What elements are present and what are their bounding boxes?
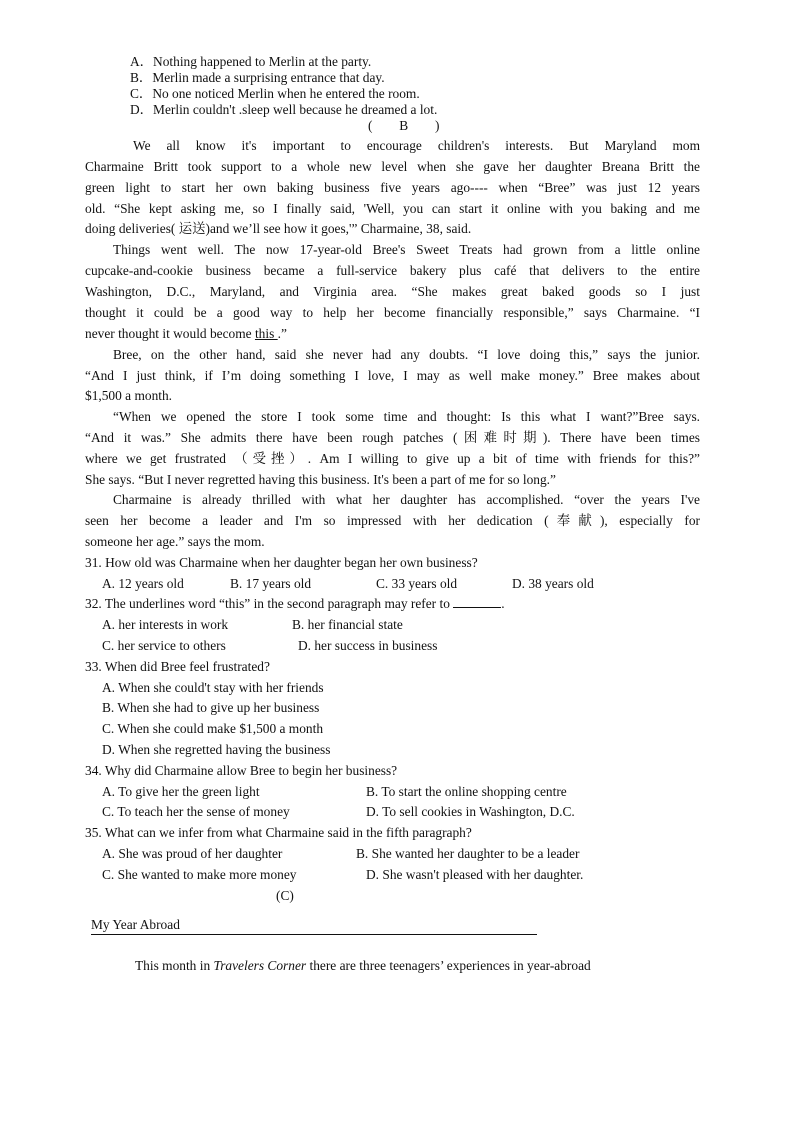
answer-blank bbox=[453, 595, 501, 608]
intro-after: there are three teenagers’ experiences in year-abroad bbox=[306, 958, 591, 973]
option-33c: C. When she could make $1,500 a month bbox=[102, 721, 324, 736]
question-32-text: 32. The underlines word “this” in the second paragraph may refer to bbox=[85, 596, 450, 611]
section-c-heading: (C) bbox=[276, 888, 294, 903]
option-32c: C. her service to others bbox=[102, 638, 226, 653]
passage-line: $1,500 a month. bbox=[85, 388, 173, 403]
option-33d: D. When she regretted having the business bbox=[102, 742, 331, 757]
passage-line: We all know it's important to encourage children's interests. But Maryland mom bbox=[133, 138, 700, 153]
intro-magazine-name: Travelers Corner bbox=[213, 958, 307, 973]
passage-line: Charmaine is already thrilled with what her daughter has accomplished. “over the years I've bbox=[113, 492, 700, 507]
question-32-stem: 32. The underlines word “this” in the second paragraph may refer to . bbox=[85, 596, 505, 611]
option-31d: D. 38 years old bbox=[512, 576, 594, 591]
passage-line: thought it could be a good way to help her become financially responsible,” says Charmaine. “I bbox=[85, 305, 700, 320]
option-31a: A. 12 years old bbox=[102, 576, 184, 591]
prev-option-b: B．Merlin made a surprising entrance that day. bbox=[130, 70, 385, 85]
question-31-options bbox=[0, 575, 794, 593]
option-32b: B. her financial state bbox=[292, 617, 403, 632]
option-34b: B. To start the online shopping centre bbox=[366, 784, 567, 799]
question-32-options-row2 bbox=[0, 637, 794, 655]
passage-line-never bbox=[85, 325, 287, 343]
question-34-options-row1 bbox=[0, 783, 794, 801]
option-35b: B. She wanted her daughter to be a leader bbox=[356, 846, 580, 861]
option-35a: A. She was proud of her daughter bbox=[102, 846, 283, 861]
question-34-options-row2 bbox=[0, 803, 794, 821]
passage-line: “And it was.” She admits there have been rough patches (困难时期). There have been times bbox=[85, 430, 700, 445]
question-33-stem: 33. When did Bree feel frustrated? bbox=[85, 659, 270, 674]
option-34d: D. To sell cookies in Washington, D.C. bbox=[366, 804, 575, 819]
option-33a: A. When she could't stay with her friends bbox=[102, 680, 324, 695]
passage-line: seen her become a leader and I'm so impressed with her dedication (奉献), especially for bbox=[85, 513, 700, 528]
prev-option-c: C．No one noticed Merlin when he entered the room. bbox=[130, 86, 420, 101]
passage-line: She says. “But I never regretted having this business. It's been a part of me for so long.” bbox=[85, 472, 556, 487]
question-35-options-row2 bbox=[0, 866, 794, 884]
passage-line: Things went well. The now 17-year-old Bree's Sweet Treats had grown from a little online bbox=[113, 242, 700, 257]
option-31b: B. 17 years old bbox=[230, 576, 312, 591]
passage-line: green light to start her own baking business five years ago---- when “Bree” was just 12 years bbox=[85, 180, 700, 195]
section-c-title-text: My Year Abroad bbox=[91, 917, 180, 932]
underlined-this: this bbox=[254, 326, 278, 341]
passage-line: “When we opened the store I took some time and thought: Is this what I want?”Bree says. bbox=[113, 409, 700, 424]
question-32-options-row1 bbox=[0, 616, 794, 634]
passage-line: Washington, D.C., Maryland, and Virginia area. “She makes great baked goods so I just bbox=[85, 284, 700, 299]
option-32d: D. her success in business bbox=[298, 638, 438, 653]
prev-option-d: D．Merlin couldn't .sleep well because he dreamed a lot. bbox=[130, 102, 438, 117]
intro-line bbox=[135, 957, 591, 975]
passage-line: “And I just think, if I’m doing something I love, I may as well make money.” Bree makes about bbox=[85, 368, 700, 383]
passage-line: Bree, on the other hand, said she never had any doubts. “I love doing this,” says the junior. bbox=[113, 347, 700, 362]
passage-line: where we get frustrated （受挫）. Am I willing to give up a bit of time with friends for this?” bbox=[85, 451, 700, 466]
never-text: never thought it would become bbox=[85, 326, 255, 341]
option-35d: D. She wasn't pleased with her daughter. bbox=[366, 867, 584, 882]
passage-line: doing deliveries( 运送)and we’ll see how it goes,'” Charmaine, 38, said. bbox=[85, 221, 472, 236]
option-34c: C. To teach her the sense of money bbox=[102, 804, 290, 819]
question-35-options-row1 bbox=[0, 845, 794, 863]
passage-line: Charmaine Britt took support to a whole new level when she gave her daughter Breana Britt the bbox=[85, 159, 700, 174]
option-32a: A. her interests in work bbox=[102, 617, 229, 632]
never-end: .” bbox=[277, 326, 287, 341]
question-34-stem: 34. Why did Charmaine allow Bree to begin her business? bbox=[85, 763, 398, 778]
question-35-stem: 35. What can we infer from what Charmaine said in the fifth paragraph? bbox=[85, 825, 472, 840]
section-c-title bbox=[91, 916, 537, 935]
option-31c: C. 33 years old bbox=[376, 576, 458, 591]
passage-line: someone her age.” says the mom. bbox=[85, 534, 265, 549]
intro-before: This month in bbox=[135, 958, 214, 973]
option-34a: A. To give her the green light bbox=[102, 784, 260, 799]
question-31-stem: 31. How old was Charmaine when her daughter began her own business? bbox=[85, 555, 478, 570]
option-35c: C. She wanted to make more money bbox=[102, 867, 297, 882]
prev-option-a: A．Nothing happened to Merlin at the party. bbox=[130, 54, 372, 69]
option-33b: B. When she had to give up her business bbox=[102, 700, 320, 715]
passage-line: old. “She kept asking me, so I finally said, 'Well, you can start it online with you baking and me bbox=[85, 201, 700, 216]
section-b-heading: ( B ) bbox=[368, 118, 440, 133]
passage-line: cupcake-and-cookie business became a full-service bakery plus café that delivers to the entire bbox=[85, 263, 700, 278]
